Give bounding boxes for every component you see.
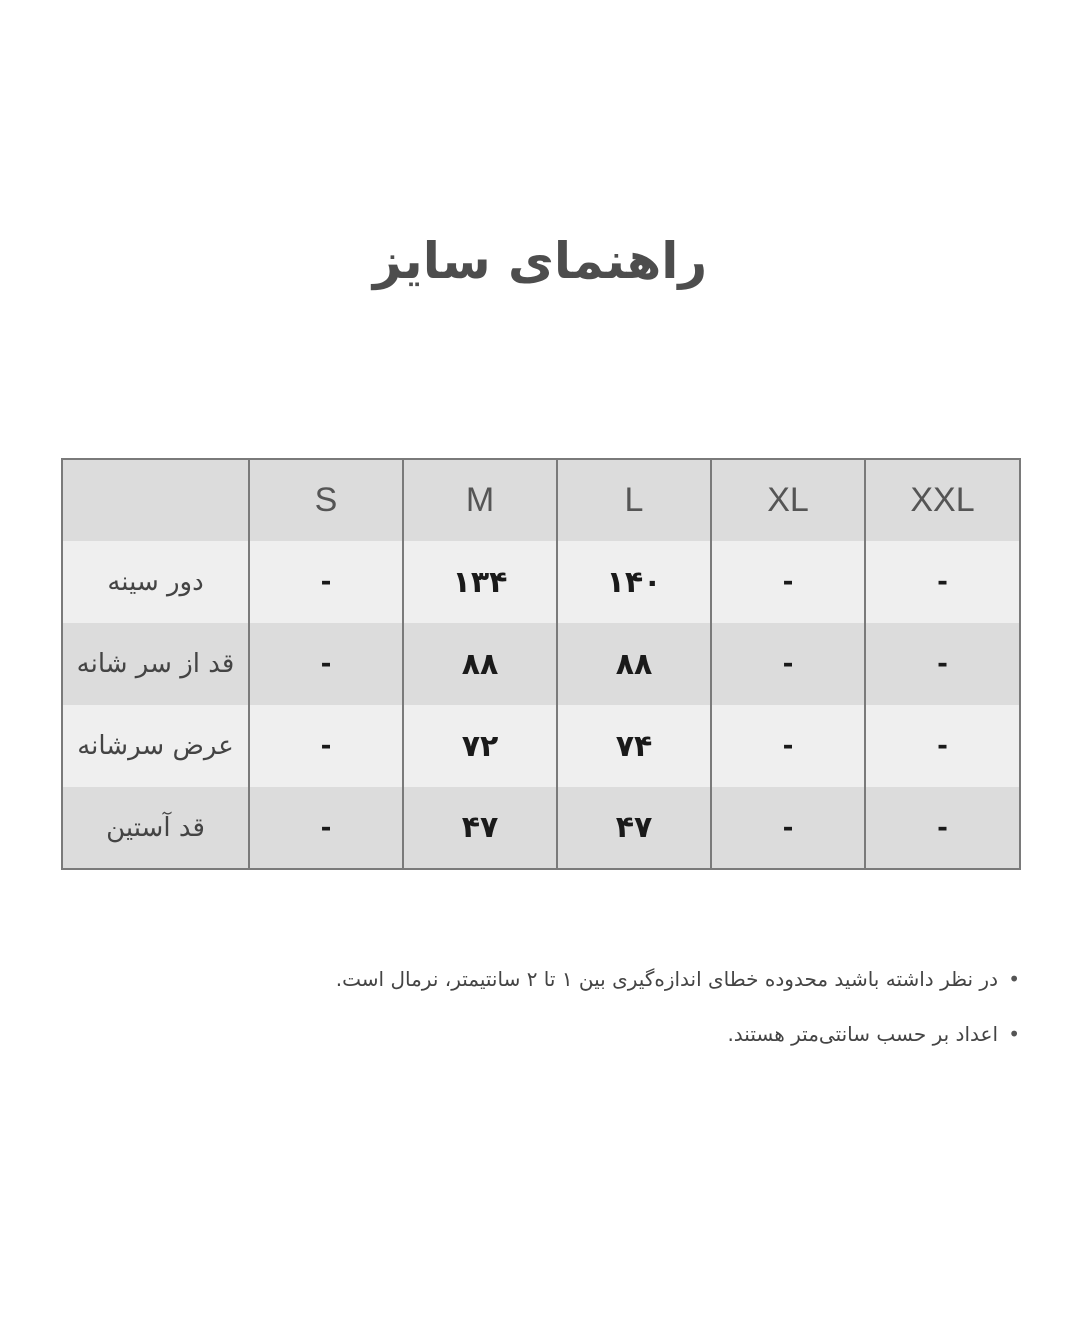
page-title: راهنمای سایز	[372, 232, 708, 290]
table-cell: -	[865, 623, 1020, 705]
table-cell: -	[249, 541, 403, 623]
table-header-row	[62, 459, 1020, 541]
list-item	[120, 965, 1020, 993]
table-row	[62, 541, 1020, 623]
bullet-icon: •	[1008, 967, 1020, 991]
table-cell: -	[865, 787, 1020, 869]
table-cell: -	[711, 541, 865, 623]
table-cell: ۷۴	[557, 705, 711, 787]
table-cell: ۸۸	[403, 623, 557, 705]
header-size-xxl: XXL	[865, 459, 1020, 541]
header-size-s: S	[249, 459, 403, 541]
table-row	[62, 623, 1020, 705]
bullet-icon: •	[1008, 1022, 1020, 1046]
table-cell: ۱۳۴	[403, 541, 557, 623]
table-cell: -	[249, 623, 403, 705]
note-text: در نظر داشته باشید محدوده خطای اندازه‌گیری بین ۱ تا ۲ سانتیمتر، نرمال است.	[335, 967, 998, 991]
table-cell: -	[711, 705, 865, 787]
table-cell: ۱۴۰	[557, 541, 711, 623]
header-size-l: L	[557, 459, 711, 541]
row-label: قد از سر شانه	[62, 623, 249, 705]
size-table	[61, 458, 1021, 870]
table-cell: ۴۷	[557, 787, 711, 869]
table-cell: -	[865, 705, 1020, 787]
table-cell: -	[249, 705, 403, 787]
row-label: عرض سرشانه	[62, 705, 249, 787]
table-cell: -	[711, 623, 865, 705]
list-item	[120, 1020, 1020, 1048]
header-size-m: M	[403, 459, 557, 541]
table-cell: -	[711, 787, 865, 869]
table-cell: ۴۷	[403, 787, 557, 869]
table-cell: -	[865, 541, 1020, 623]
note-text: اعداد بر حسب سانتی‌متر هستند.	[727, 1022, 998, 1046]
notes-list	[120, 965, 1020, 1075]
header-size-xl: XL	[711, 459, 865, 541]
header-corner	[62, 459, 249, 541]
row-label: دور سینه	[62, 541, 249, 623]
table-row	[62, 705, 1020, 787]
table-row	[62, 787, 1020, 869]
table-cell: ۸۸	[557, 623, 711, 705]
table-cell: ۷۲	[403, 705, 557, 787]
row-label: قد آستین	[62, 787, 249, 869]
table-cell: -	[249, 787, 403, 869]
